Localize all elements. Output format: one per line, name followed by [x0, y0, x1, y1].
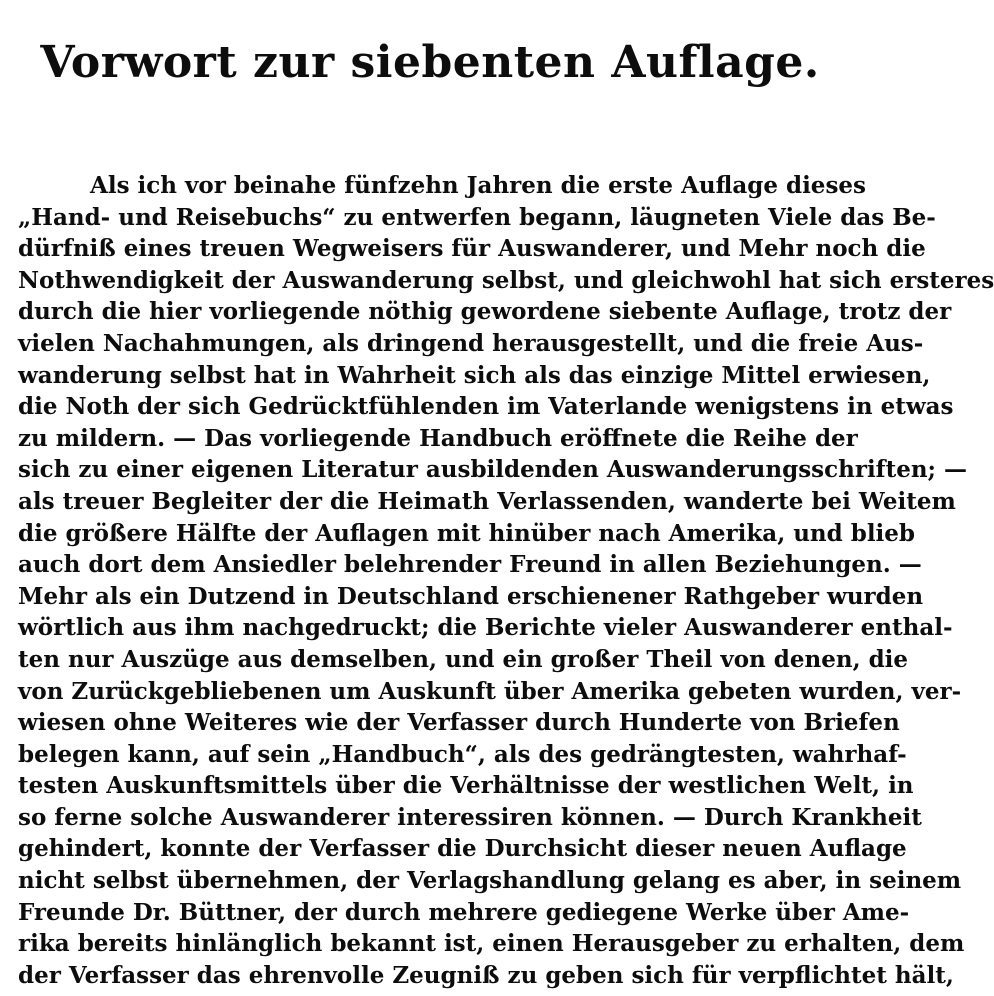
text-line: Mehr als ein Dutzend in Deutschland erschienener Rathgeber wurden — [18, 582, 924, 610]
text-line: rika bereits hinlänglich bekannt ist, einen Herausgeber zu erhalten, dem — [18, 930, 965, 958]
text-line: der Verfasser das ehrenvolle Zeugniß zu geben sich für verpflichtet hält, — [18, 961, 954, 989]
text-line: „Hand- und Reisebuchs“ zu entwerfen begann, läugneten Viele das Be- — [18, 203, 936, 231]
text-line: dürfniß eines treuen Wegweisers für Auswanderer, und Mehr noch die — [18, 235, 926, 263]
body-text — [18, 170, 994, 991]
text-line: Nothwendigkeit der Auswanderung selbst, und gleichwohl hat sich ersteres — [18, 266, 994, 294]
text-line: ten nur Auszüge aus demselben, und ein großer Theil von denen, die — [18, 645, 909, 673]
text-line: testen Auskunftsmittels über die Verhältnisse der westlichen Welt, in — [18, 772, 914, 800]
text-line: die Noth der sich Gedrücktfühlenden im Vaterlande wenigstens in etwas — [18, 393, 954, 421]
text-line: belegen kann, auf sein „Handbuch“, als des gedrängtesten, wahrhaf- — [18, 740, 907, 768]
text-line: wörtlich aus ihm nachgedruckt; die Berichte vieler Auswanderer enthal- — [18, 614, 953, 642]
text-line: Als ich vor beinahe fünfzehn Jahren die erste Auflage dieses — [90, 172, 866, 199]
text-line: als treuer Begleiter der die Heimath Verlassenden, wanderte bei Weitem — [18, 487, 956, 515]
text-line: von Zurückgebliebenen um Auskunft über Amerika gebeten wurden, ver- — [18, 677, 962, 705]
text-line: durch die hier vorliegende nöthig gewordene siebente Auflage, trotz der — [18, 298, 952, 326]
text-line: wiesen ohne Weiteres wie der Verfasser durch Hunderte von Briefen — [18, 709, 900, 737]
text-line: wanderung selbst hat in Wahrheit sich als das einzige Mittel erwiesen, — [18, 361, 931, 389]
page-title: Vorwort zur siebenten Auflage. — [40, 37, 820, 89]
text-line: Freunde Dr. Büttner, der durch mehrere gediegene Werke über Ame- — [18, 898, 910, 926]
text-line: auch dort dem Ansiedler belehrender Freund in allen Beziehungen. — — [18, 551, 922, 579]
text-line: gehindert, konnte der Verfasser die Durchsicht dieser neuen Auflage — [18, 835, 907, 863]
text-line: sich zu einer eigenen Literatur ausbildenden Auswanderungsschriften; — — [18, 456, 968, 484]
text-line: so ferne solche Auswanderer interessiren können. — Durch Krankheit — [18, 803, 922, 831]
text-line: nicht selbst übernehmen, der Verlagshandlung gelang es aber, in seinem — [18, 867, 962, 895]
text-line: vielen Nachahmungen, als dringend herausgestellt, und die freie Aus- — [18, 329, 924, 357]
text-line: die größere Hälfte der Auflagen mit hinüber nach Amerika, und blieb — [18, 519, 916, 547]
text-line: zu mildern. — Das vorliegende Handbuch eröffnete die Reihe der — [18, 424, 858, 452]
